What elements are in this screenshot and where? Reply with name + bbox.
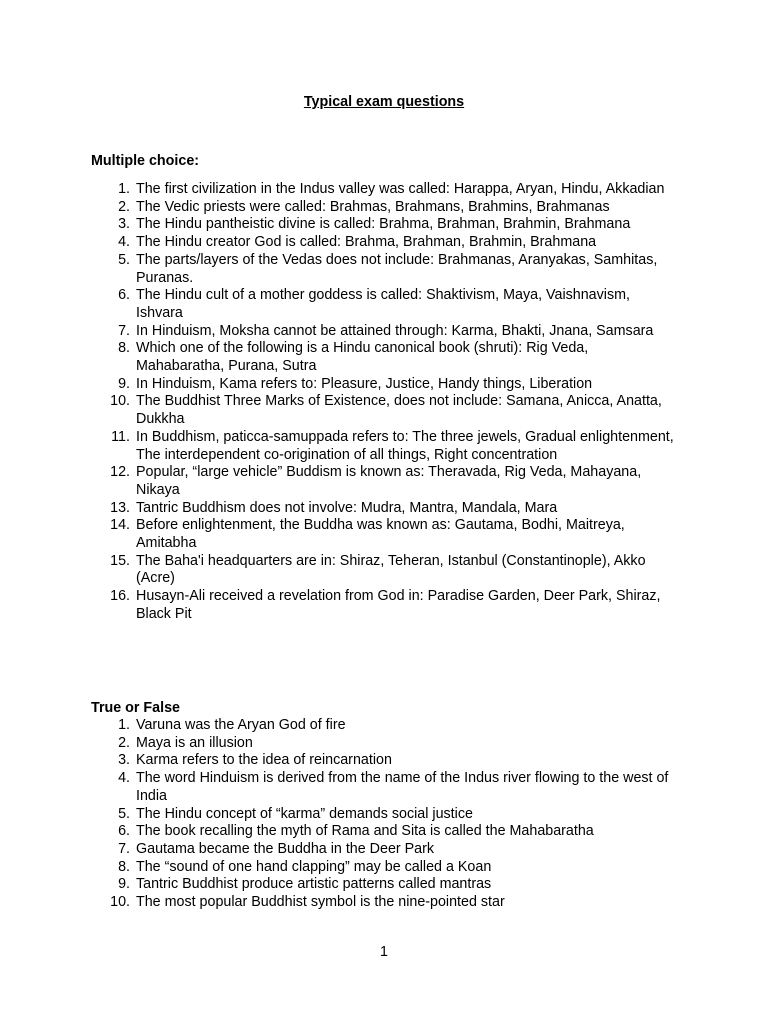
mc-question-text: The first civilization in the Indus valley was called: Harappa, Aryan, Hindu, Akkadian (136, 181, 665, 197)
mc-question-number: 6. (118, 287, 130, 304)
tf-question-number: 6. (118, 823, 130, 840)
mc-question-text: The Hindu pantheistic divine is called: Brahma, Brahman, Brahmin, Brahmana (136, 216, 631, 233)
tf-question-10 (0, 894, 768, 912)
tf-question-4 (0, 770, 768, 805)
mc-question-number: 2. (118, 198, 130, 215)
multiple-choice-heading: Multiple choice: (91, 153, 200, 169)
mc-question-number: 8. (118, 340, 130, 357)
mc-question-text: Popular, “large vehicle” Buddism is known as: Theravada, Rig Veda, Mahayana, Nikaya (136, 464, 642, 498)
mc-question-text: Husayn-Ali received a revelation from God in: Paradise Garden, Deer Park, Shiraz, Black Pit (136, 588, 661, 622)
tf-question-2 (0, 735, 768, 753)
mc-question-14 (0, 517, 768, 552)
tf-question-text: Gautama became the Buddha in the Deer Park (136, 840, 435, 857)
mc-question-number: 16. (110, 588, 130, 605)
mc-question-text: Before enlightenment, the Buddha was known as: Gautama, Bodhi, Maitreya, Amitabha (136, 517, 625, 552)
mc-question-8 (0, 340, 768, 375)
mc-question-number: 7. (118, 322, 130, 339)
mc-question-11 (0, 429, 768, 464)
page-number: 1 (380, 944, 388, 960)
tf-question-number: 8. (118, 858, 130, 875)
mc-question-text: Tantric Buddhism does not involve: Mudra, Mantra, Mandala, Mara (136, 499, 558, 516)
mc-question-number: 15. (110, 552, 130, 569)
mc-question-15 (0, 553, 768, 588)
tf-question-text: The book recalling the myth of Rama and Sita is called the Mahabaratha (136, 823, 594, 840)
tf-question-text: Karma refers to the idea of reincarnation (136, 752, 392, 769)
mc-question-number: 14. (110, 517, 130, 534)
mc-question-4 (0, 234, 768, 252)
tf-question-number: 7. (118, 840, 130, 857)
mc-question-text: The parts/layers of the Vedas does not include: Brahmanas, Aranyakas, Samhitas, Puranas. (136, 251, 658, 286)
mc-question-text: The Baha'i headquarters are in: Shiraz, Teheran, Istanbul (Constantinople), Akko (Acre) (136, 552, 646, 587)
true-false-heading: True or False (91, 700, 180, 716)
mc-question-2 (0, 199, 768, 217)
tf-question-5 (0, 806, 768, 824)
mc-question-12 (0, 464, 768, 499)
tf-question-number: 4. (118, 770, 130, 787)
true-false-list (0, 717, 768, 912)
tf-question-number: 2. (118, 734, 130, 751)
mc-question-7 (0, 323, 768, 341)
mc-question-number: 12. (110, 464, 130, 481)
tf-question-number: 9. (118, 876, 130, 893)
tf-question-text: Varuna was the Aryan God of fire (136, 717, 346, 733)
tf-question-9 (0, 876, 768, 894)
tf-question-text: The most popular Buddhist symbol is the nine-pointed star (136, 894, 505, 911)
mc-question-6 (0, 287, 768, 322)
tf-question-6 (0, 823, 768, 841)
mc-question-text: The Buddhist Three Marks of Existence, does not include: Samana, Anicca, Anatta, Dukkha (136, 393, 662, 428)
tf-question-8 (0, 859, 768, 877)
mc-question-number: 5. (118, 251, 130, 268)
mc-question-5 (0, 252, 768, 287)
mc-question-text: In Buddhism, paticca-samuppada refers to: The three jewels, Gradual enlightenment, The interdependent co-origination of all things, Right concentration (136, 428, 674, 463)
mc-question-text: In Hinduism, Moksha cannot be attained through: Karma, Bhakti, Jnana, Samsara (136, 322, 654, 339)
mc-question-text: The Hindu creator God is called: Brahma, Brahman, Brahmin, Brahmana (136, 234, 597, 251)
tf-question-3 (0, 752, 768, 770)
tf-question-number: 5. (118, 805, 130, 822)
mc-question-number: 11. (111, 428, 130, 445)
mc-question-10 (0, 393, 768, 428)
tf-question-text: Tantric Buddhist produce artistic patterns called mantras (136, 876, 492, 893)
mc-question-text: The Vedic priests were called: Brahmas, Brahmans, Brahmins, Brahmanas (136, 198, 610, 215)
tf-question-number: 1. (118, 717, 130, 733)
mc-question-number: 4. (118, 234, 130, 251)
mc-question-13 (0, 500, 768, 518)
mc-question-3 (0, 216, 768, 234)
tf-question-7 (0, 841, 768, 859)
mc-question-number: 10. (110, 393, 130, 410)
mc-question-text: Which one of the following is a Hindu canonical book (shruti): Rig Veda, Mahabaratha, Purana, Sutra (136, 340, 589, 375)
page-title: Typical exam questions (303, 94, 465, 110)
tf-question-text: Maya is an illusion (136, 734, 253, 751)
mc-question-16 (0, 588, 768, 623)
mc-question-number: 3. (118, 216, 130, 233)
mc-question-1 (0, 181, 768, 199)
tf-question-number: 10. (110, 894, 130, 911)
mc-question-text: In Hinduism, Kama refers to: Pleasure, Justice, Handy things, Liberation (136, 375, 593, 392)
mc-question-number: 13. (110, 499, 130, 516)
mc-question-text: The Hindu cult of a mother goddess is called: Shaktivism, Maya, Vaishnavism, Ishvara (136, 287, 630, 321)
mc-question-number: 9. (118, 375, 130, 392)
tf-question-text: The “sound of one hand clapping” may be called a Koan (136, 858, 492, 875)
tf-question-1 (0, 717, 768, 735)
mc-question-number: 1. (118, 181, 130, 197)
multiple-choice-list (0, 181, 768, 624)
tf-question-text: The Hindu concept of “karma” demands social justice (136, 805, 473, 822)
tf-question-number: 3. (118, 752, 130, 769)
mc-question-9 (0, 376, 768, 394)
tf-question-text: The word Hinduism is derived from the name of the Indus river flowing to the west of India (136, 770, 669, 804)
